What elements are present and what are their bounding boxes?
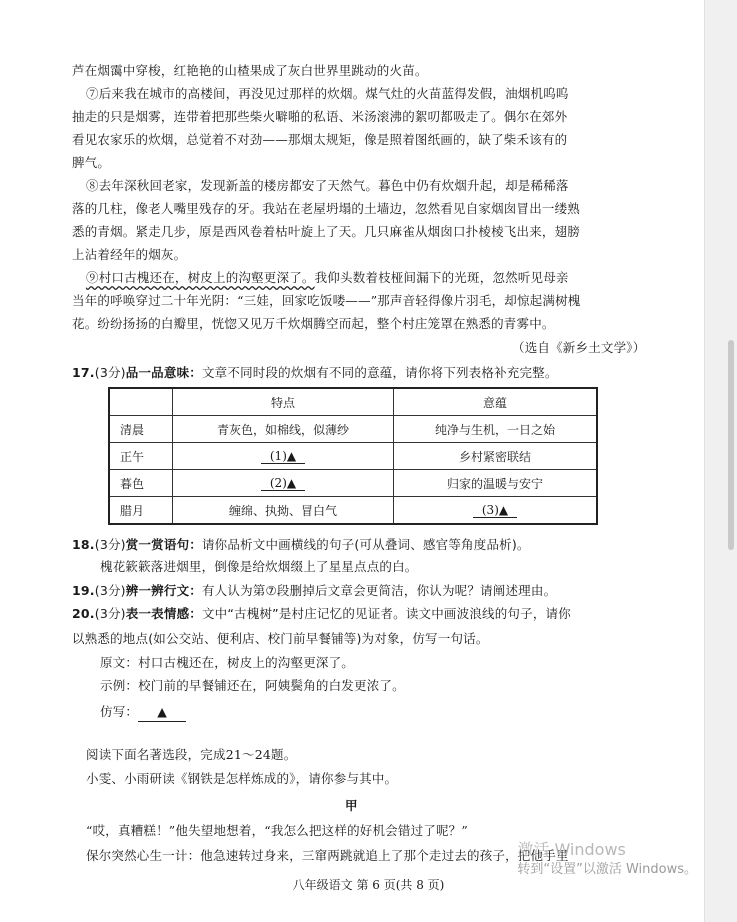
- passage-line: ⑧去年深秋回老家，发现新盖的楼房都安了天然气。暮色中仍有炊烟升起，却是稀稀落: [86, 178, 569, 193]
- table-cell-feature: [173, 470, 394, 497]
- question-title: 赏一赏语句：: [125, 537, 202, 552]
- table-cell-feature: 青灰色，如棉线，似薄纱: [173, 416, 394, 443]
- question-20: [72, 605, 571, 623]
- table-cell-time: 清晨: [109, 416, 173, 443]
- quoted-sentence: 槐花簌簌落进烟里，倒像是给炊烟缀上了星星点点的白。: [100, 559, 418, 574]
- table-cell-time: 暮色: [109, 470, 173, 497]
- passage-line: 花。纷纷扬扬的白瓣里，恍惚又见万千炊烟腾空而起，整个村庄笼罩在熟悉的青雾中。: [72, 316, 555, 331]
- question-text: 请你品析文中画横线的句子(可从叠词、感官等角度品析)。: [201, 537, 530, 552]
- passage-line: 看见农家乐的炊烟，总觉着不对劲——那烟太规矩，像是照着图纸画的，缺了柴禾该有的: [72, 132, 568, 147]
- question-19: [72, 582, 556, 600]
- table-row: [109, 470, 597, 497]
- table-header: 意蕴: [394, 388, 598, 416]
- question-title: 表一表情感：: [125, 606, 202, 621]
- watermark-title: 激活 Windows: [517, 840, 626, 859]
- table-cell-meaning: 乡村紧密联结: [394, 443, 598, 470]
- scrollbar-thumb[interactable]: [728, 340, 734, 550]
- passage-line: 脾气。: [72, 155, 111, 170]
- table-cell-meaning: 纯净与生机，一日之始: [394, 416, 598, 443]
- example-sentence: 示例：校门前的早餐铺还在，阿姨鬓角的白发更浓了。: [100, 678, 405, 693]
- question-score: (3分): [94, 537, 126, 552]
- answer-blank-3: (3)▲: [473, 503, 517, 518]
- passage-line: 芦在烟霭中穿梭，红艳艳的山楂果成了灰白世界里跳动的火苗。: [72, 63, 428, 78]
- table-row: [109, 416, 597, 443]
- question-17: [72, 364, 558, 382]
- page-footer: 八年级语文 第 6 页(共 8 页): [292, 878, 445, 892]
- question-text: 以熟悉的地点(如公交站、便利店、校门前早餐铺等)为对象，仿写一句话。: [72, 631, 489, 646]
- vertical-scrollbar[interactable]: [704, 0, 737, 922]
- answer-blank-2: (2)▲: [261, 476, 305, 491]
- question-text: 文中“古槐树”是村庄记忆的见证者。读文中画波浪线的句子，请你: [201, 606, 571, 621]
- table-row: [109, 497, 597, 525]
- windows-activation-watermark: [517, 840, 697, 880]
- reading-intro: 阅读下面名著选段，完成21～24题。: [86, 747, 297, 762]
- question-score: (3分): [94, 606, 126, 621]
- passage-text: 我仰头数着枝桠间漏下的光斑，忽然听见母亲: [314, 270, 569, 285]
- question-score: (3分): [94, 365, 126, 380]
- passage-line: ⑦后来我在城市的高楼间，再没见过那样的炊烟。煤气灶的火苗蓝得发假，油烟机呜呜: [86, 86, 569, 101]
- excerpt-line: 保尔突然心生一计：他急速转过身来，三窜两跳就追上了那个走过去的孩子，把他手里: [86, 848, 569, 863]
- question-18: [72, 536, 530, 554]
- imitate-line: [100, 703, 186, 722]
- passage-line: 悉的青烟。紧走几步，原是西风卷着枯叶旋上了天。几只麻雀从烟囱口扑棱棱飞出来，翅膀: [72, 224, 581, 239]
- question-score: (3分): [94, 583, 126, 598]
- question-number: 17.: [72, 365, 95, 380]
- passage-line: 当年的呼唤穿过二十年光阴：“三娃，回家吃饭喽——”那声音轻得像片羽毛，却惊起满树槐: [72, 293, 581, 308]
- passage-line: 落的几柱，像老人嘴里残存的牙。我站在老屋坍塌的土墙边，忽然看见自家烟囱冒出一缕熟: [72, 201, 581, 216]
- question-text: 有人认为第⑦段删掉后文章会更简洁，你认为呢？请阐述理由。: [201, 583, 557, 598]
- answer-table: [108, 387, 598, 525]
- table-cell-time: 腊月: [109, 497, 173, 525]
- table-header: 特点: [173, 388, 394, 416]
- question-title: 辨一辨行文：: [125, 583, 202, 598]
- imitate-label: 仿写：: [100, 704, 139, 719]
- passage-line: 上沾着经年的烟灰。: [72, 247, 187, 262]
- question-number: 19.: [72, 583, 95, 598]
- wavy-underlined-sentence: ⑨村口古槐还在，树皮上的沟壑更深了。: [86, 270, 315, 285]
- watermark-subtitle: 转到“设置”以激活 Windows。: [517, 862, 697, 877]
- table-cell-feature: 缠绵、执拗、冒白气: [173, 497, 394, 525]
- table-cell-meaning: 归家的温暖与安宁: [394, 470, 598, 497]
- table-cell-feature: [173, 443, 394, 470]
- table-cell-meaning: [394, 497, 598, 525]
- original-sentence: 原文：村口古槐还在，树皮上的沟壑更深了。: [100, 655, 355, 670]
- question-text: 文章不同时段的炊烟有不同的意蕴，请你将下列表格补充完整。: [201, 365, 558, 380]
- answer-blank-1: (1)▲: [261, 449, 305, 464]
- question-title: 品一品意味：: [125, 365, 202, 380]
- reading-intro: 小雯、小雨研读《钢铁是怎样炼成的》，请你参与其中。: [86, 771, 398, 786]
- passage-source: （选自《新乡土文学》）: [512, 340, 646, 355]
- question-number: 18.: [72, 537, 95, 552]
- passage-line: [86, 269, 569, 287]
- table-row: [109, 443, 597, 470]
- table-header: [109, 388, 173, 416]
- excerpt-line: “哎，真糟糕！”他失望地想着，“我怎么把这样的好机会错过了呢？”: [86, 823, 468, 838]
- passage-line: 抽走的只是烟雾，连带着把那些柴火噼啪的私语、米汤滚沸的絮叨都吸走了。偶尔在郊外: [72, 109, 568, 124]
- imitate-blank: ▲: [138, 703, 186, 722]
- table-cell-time: 正午: [109, 443, 173, 470]
- question-number: 20.: [72, 606, 95, 621]
- section-heading: 甲: [345, 798, 358, 813]
